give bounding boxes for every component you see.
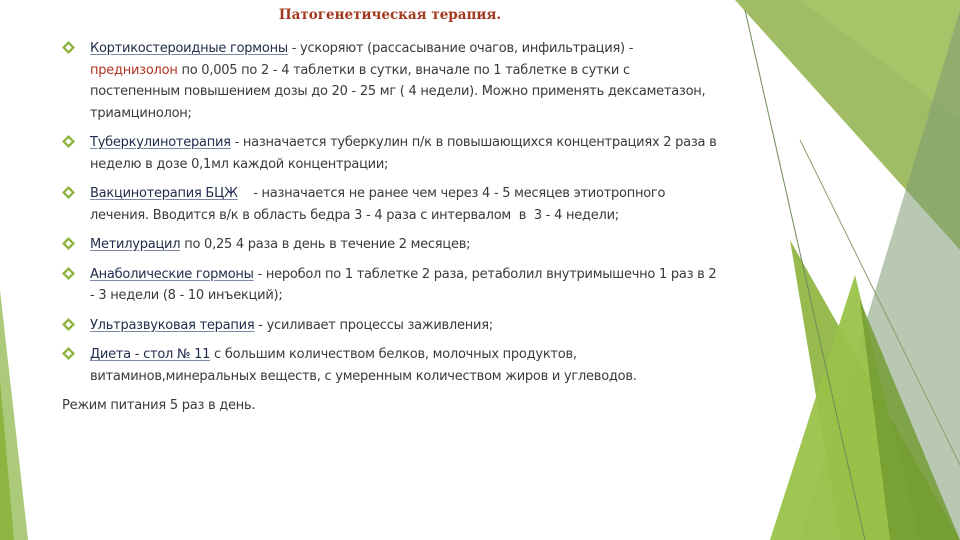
item-term: Диета - стол № 11 <box>90 347 211 362</box>
item-term: Анаболические гормоны <box>90 266 254 282</box>
item-term: Туберкулинотерапия <box>90 135 231 150</box>
item-text: - усиливает процессы заживления; <box>254 317 493 333</box>
list-item <box>62 183 722 226</box>
item-text: - назначается не ранее чем через 4 - 5 месяцев этиотропного лечения. Вводится в/к в область бедра 3 - 4 раза с интервалом в 3 - 4 недели; <box>90 186 670 223</box>
item-text: - неробол по 1 таблетке 2 раза, ретаболил внутримышечно 1 раз в 2 - 3 недели (8 - 10 инъекций); <box>90 266 717 303</box>
item-text: по 0,25 4 раза в день в течение 2 месяцев; <box>180 237 471 252</box>
list-item <box>62 344 722 387</box>
list-item <box>62 315 722 337</box>
slide-content <box>62 38 722 417</box>
lower-dark-triangle <box>860 300 960 540</box>
item-term: Кортикостероидные гормоны <box>90 41 288 56</box>
left-edge-triangle <box>0 290 28 540</box>
list-item <box>62 38 722 124</box>
item-text-cont: по 0,005 по 2 - 4 таблетки в сутки, вначале по 1 таблетке в сутки с постепенным повышением дозы до 20 - 25 мг ( 4 недели). Можно применять дексаметазон, триамцинолон; <box>90 62 706 121</box>
item-term: Метилурацил <box>90 237 181 252</box>
list-item <box>62 234 722 256</box>
thin-line-1 <box>745 10 865 540</box>
list-item <box>62 264 722 307</box>
lower-green-triangle <box>770 275 920 540</box>
diamond-bullet-icon <box>62 41 75 54</box>
thin-line-2 <box>800 140 960 465</box>
right-gray-triangle <box>800 10 960 540</box>
top-right-triangle-light <box>800 0 960 120</box>
diamond-bullet-icon <box>62 135 75 148</box>
list-item <box>62 132 722 175</box>
item-term: Вакцинотерапия БЦЖ <box>90 186 238 201</box>
slide-title: Патогенетическая терапия. <box>278 7 502 23</box>
item-drug: преднизолон <box>90 62 178 78</box>
diamond-bullet-icon <box>62 318 75 331</box>
left-edge-triangle-dark <box>0 380 14 540</box>
item-text: - ускоряют (рассасывание очагов, инфильтрация) - <box>287 41 634 56</box>
right-green-triangle <box>790 240 960 540</box>
footer-note: Режим питания 5 раз в день. <box>62 398 256 413</box>
top-right-triangle <box>735 0 960 250</box>
diamond-bullet-icon <box>62 237 75 250</box>
diamond-bullet-icon <box>62 186 75 199</box>
diamond-bullet-icon <box>62 347 75 360</box>
item-text: с большим количеством белков, молочных продуктов, витаминов,минеральных веществ, с умеренным количеством жиров и углеводов. <box>90 347 637 384</box>
diamond-bullet-icon <box>62 267 75 280</box>
item-text: - назначается туберкулин п/к в повышающихся концентрациях 2 раза в неделю в дозе 0,1мл каждой концентрации; <box>90 135 717 172</box>
item-term: Ультразвуковая терапия <box>90 317 255 333</box>
